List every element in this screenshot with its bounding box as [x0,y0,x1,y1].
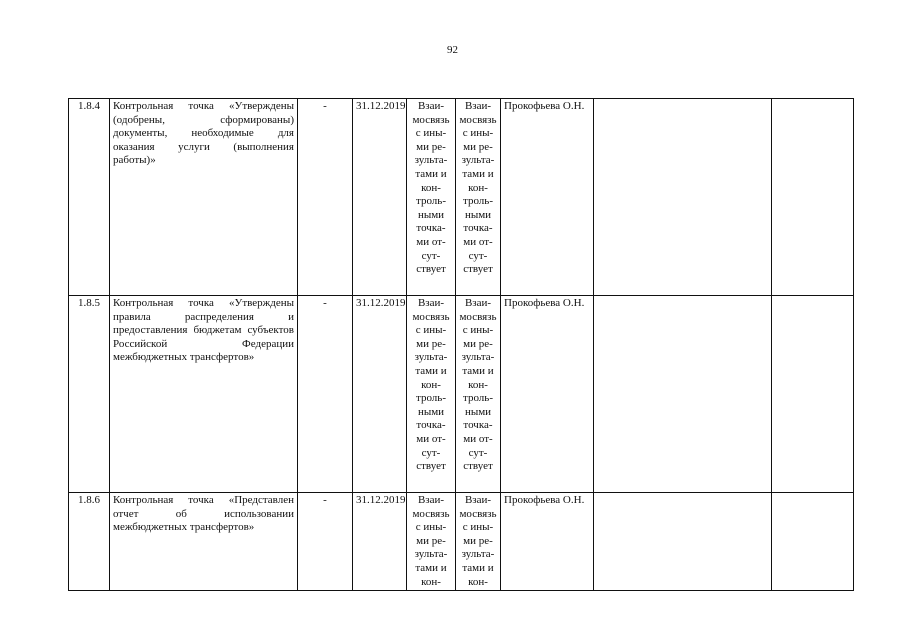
relation-line: точка- [463,419,493,432]
relation-line: сут- [468,249,488,262]
relation-line: Взаи- [417,100,445,112]
relation-line: тами и [415,167,447,180]
table-row [69,493,854,591]
relation-line: кон- [421,575,441,588]
relation-line: троль- [463,195,493,208]
relation-line: точка- [416,222,446,235]
relation-line: ными [417,405,445,418]
relation-line: ми от- [416,235,446,248]
relation-line: мосвязь [459,507,497,520]
relation-line: Взаи- [417,494,445,506]
empty-cell-2 [772,296,854,493]
empty-cell-1 [594,99,772,296]
relation-line: мосвязь [412,113,450,126]
relation-line: ми ре- [416,140,446,153]
relation-line: кон- [421,378,441,391]
relation-line: зульта- [461,351,495,364]
relation-line: ми ре- [463,337,493,350]
relation-line: ми от- [463,235,493,248]
deadline-date: 31.12.2019 [353,99,407,296]
relation-line: ми ре- [416,337,446,350]
dash-cell: - [298,493,353,591]
relation-line: сут- [421,446,441,459]
relation-line: зульта- [414,548,448,561]
relation-line: ми от- [416,432,446,445]
relation-line: тами и [415,364,447,377]
empty-cell-2 [772,493,854,591]
relation-cell-2 [456,296,501,493]
relation-line: с ины- [415,521,447,534]
relation-line: ми ре- [463,140,493,153]
deadline-date: 31.12.2019 [353,296,407,493]
relation-line: мосвязь [459,310,497,323]
relation-line: троль- [463,392,493,405]
relation-line: мосвязь [412,507,450,520]
control-point-name: Контрольная точка «Утверждены (одобрены, сформированы) документы, необходимые для оказания услуги (выполнения работы)» [110,99,298,296]
relation-line: с ины- [462,324,494,337]
relation-line: кон- [468,575,488,588]
relation-line: тами и [462,364,494,377]
page-number: 92 [447,44,458,56]
control-points-table [68,98,854,591]
relation-line: с ины- [415,324,447,337]
relation-line: сут- [468,446,488,459]
relation-line: ствует [416,263,446,276]
relation-line: ствует [463,460,493,473]
relation-cell-1 [407,296,456,493]
responsible-person: Прокофьева О.Н. [501,99,594,296]
relation-line: точка- [463,222,493,235]
responsible-person: Прокофьева О.Н. [501,296,594,493]
relation-line: кон- [468,181,488,194]
relation-line: ными [417,208,445,221]
relation-line: ми ре- [463,534,493,547]
relation-line: зульта- [414,351,448,364]
relation-cell-1 [407,99,456,296]
relation-line: ствует [416,460,446,473]
table-row [69,99,854,296]
empty-cell-2 [772,99,854,296]
responsible-person: Прокофьева О.Н. [501,493,594,591]
relation-line: тами и [462,167,494,180]
dash-cell: - [298,296,353,493]
relation-cell-2 [456,99,501,296]
deadline-date: 31.12.2019 [353,493,407,591]
row-number: 1.8.5 [69,296,110,493]
relation-line: Взаи- [464,100,492,112]
relation-line: ми от- [463,432,493,445]
relation-cell-1 [407,493,456,591]
relation-line: тами и [415,561,447,574]
relation-line: троль- [416,195,446,208]
relation-line: троль- [416,392,446,405]
table-row [69,296,854,493]
relation-line: с ины- [415,127,447,140]
relation-line: с ины- [462,127,494,140]
relation-line: сут- [421,249,441,262]
row-number: 1.8.4 [69,99,110,296]
relation-line: зульта- [461,548,495,561]
relation-line: мосвязь [412,310,450,323]
relation-line: ными [464,405,492,418]
row-number: 1.8.6 [69,493,110,591]
relation-line: Взаи- [464,494,492,506]
relation-line: зульта- [414,154,448,167]
relation-line: тами и [462,561,494,574]
empty-cell-1 [594,296,772,493]
relation-line: кон- [468,378,488,391]
relation-cell-2 [456,493,501,591]
dash-cell: - [298,99,353,296]
relation-line: ными [464,208,492,221]
relation-line: зульта- [461,154,495,167]
relation-line: точка- [416,419,446,432]
relation-line: мосвязь [459,113,497,126]
relation-line: кон- [421,181,441,194]
relation-line: ми ре- [416,534,446,547]
empty-cell-1 [594,493,772,591]
relation-line: с ины- [462,521,494,534]
relation-line: Взаи- [417,297,445,309]
control-point-name: Контрольная точка «Представлен отчет об использовании межбюджетных трансфертов» [110,493,298,591]
relation-line: Взаи- [464,297,492,309]
relation-line: ствует [463,263,493,276]
control-point-name: Контрольная точка «Утверждены правила распределения и предоставления бюджетам субъектов Российской Федерации межбюджетных трансфертов» [110,296,298,493]
